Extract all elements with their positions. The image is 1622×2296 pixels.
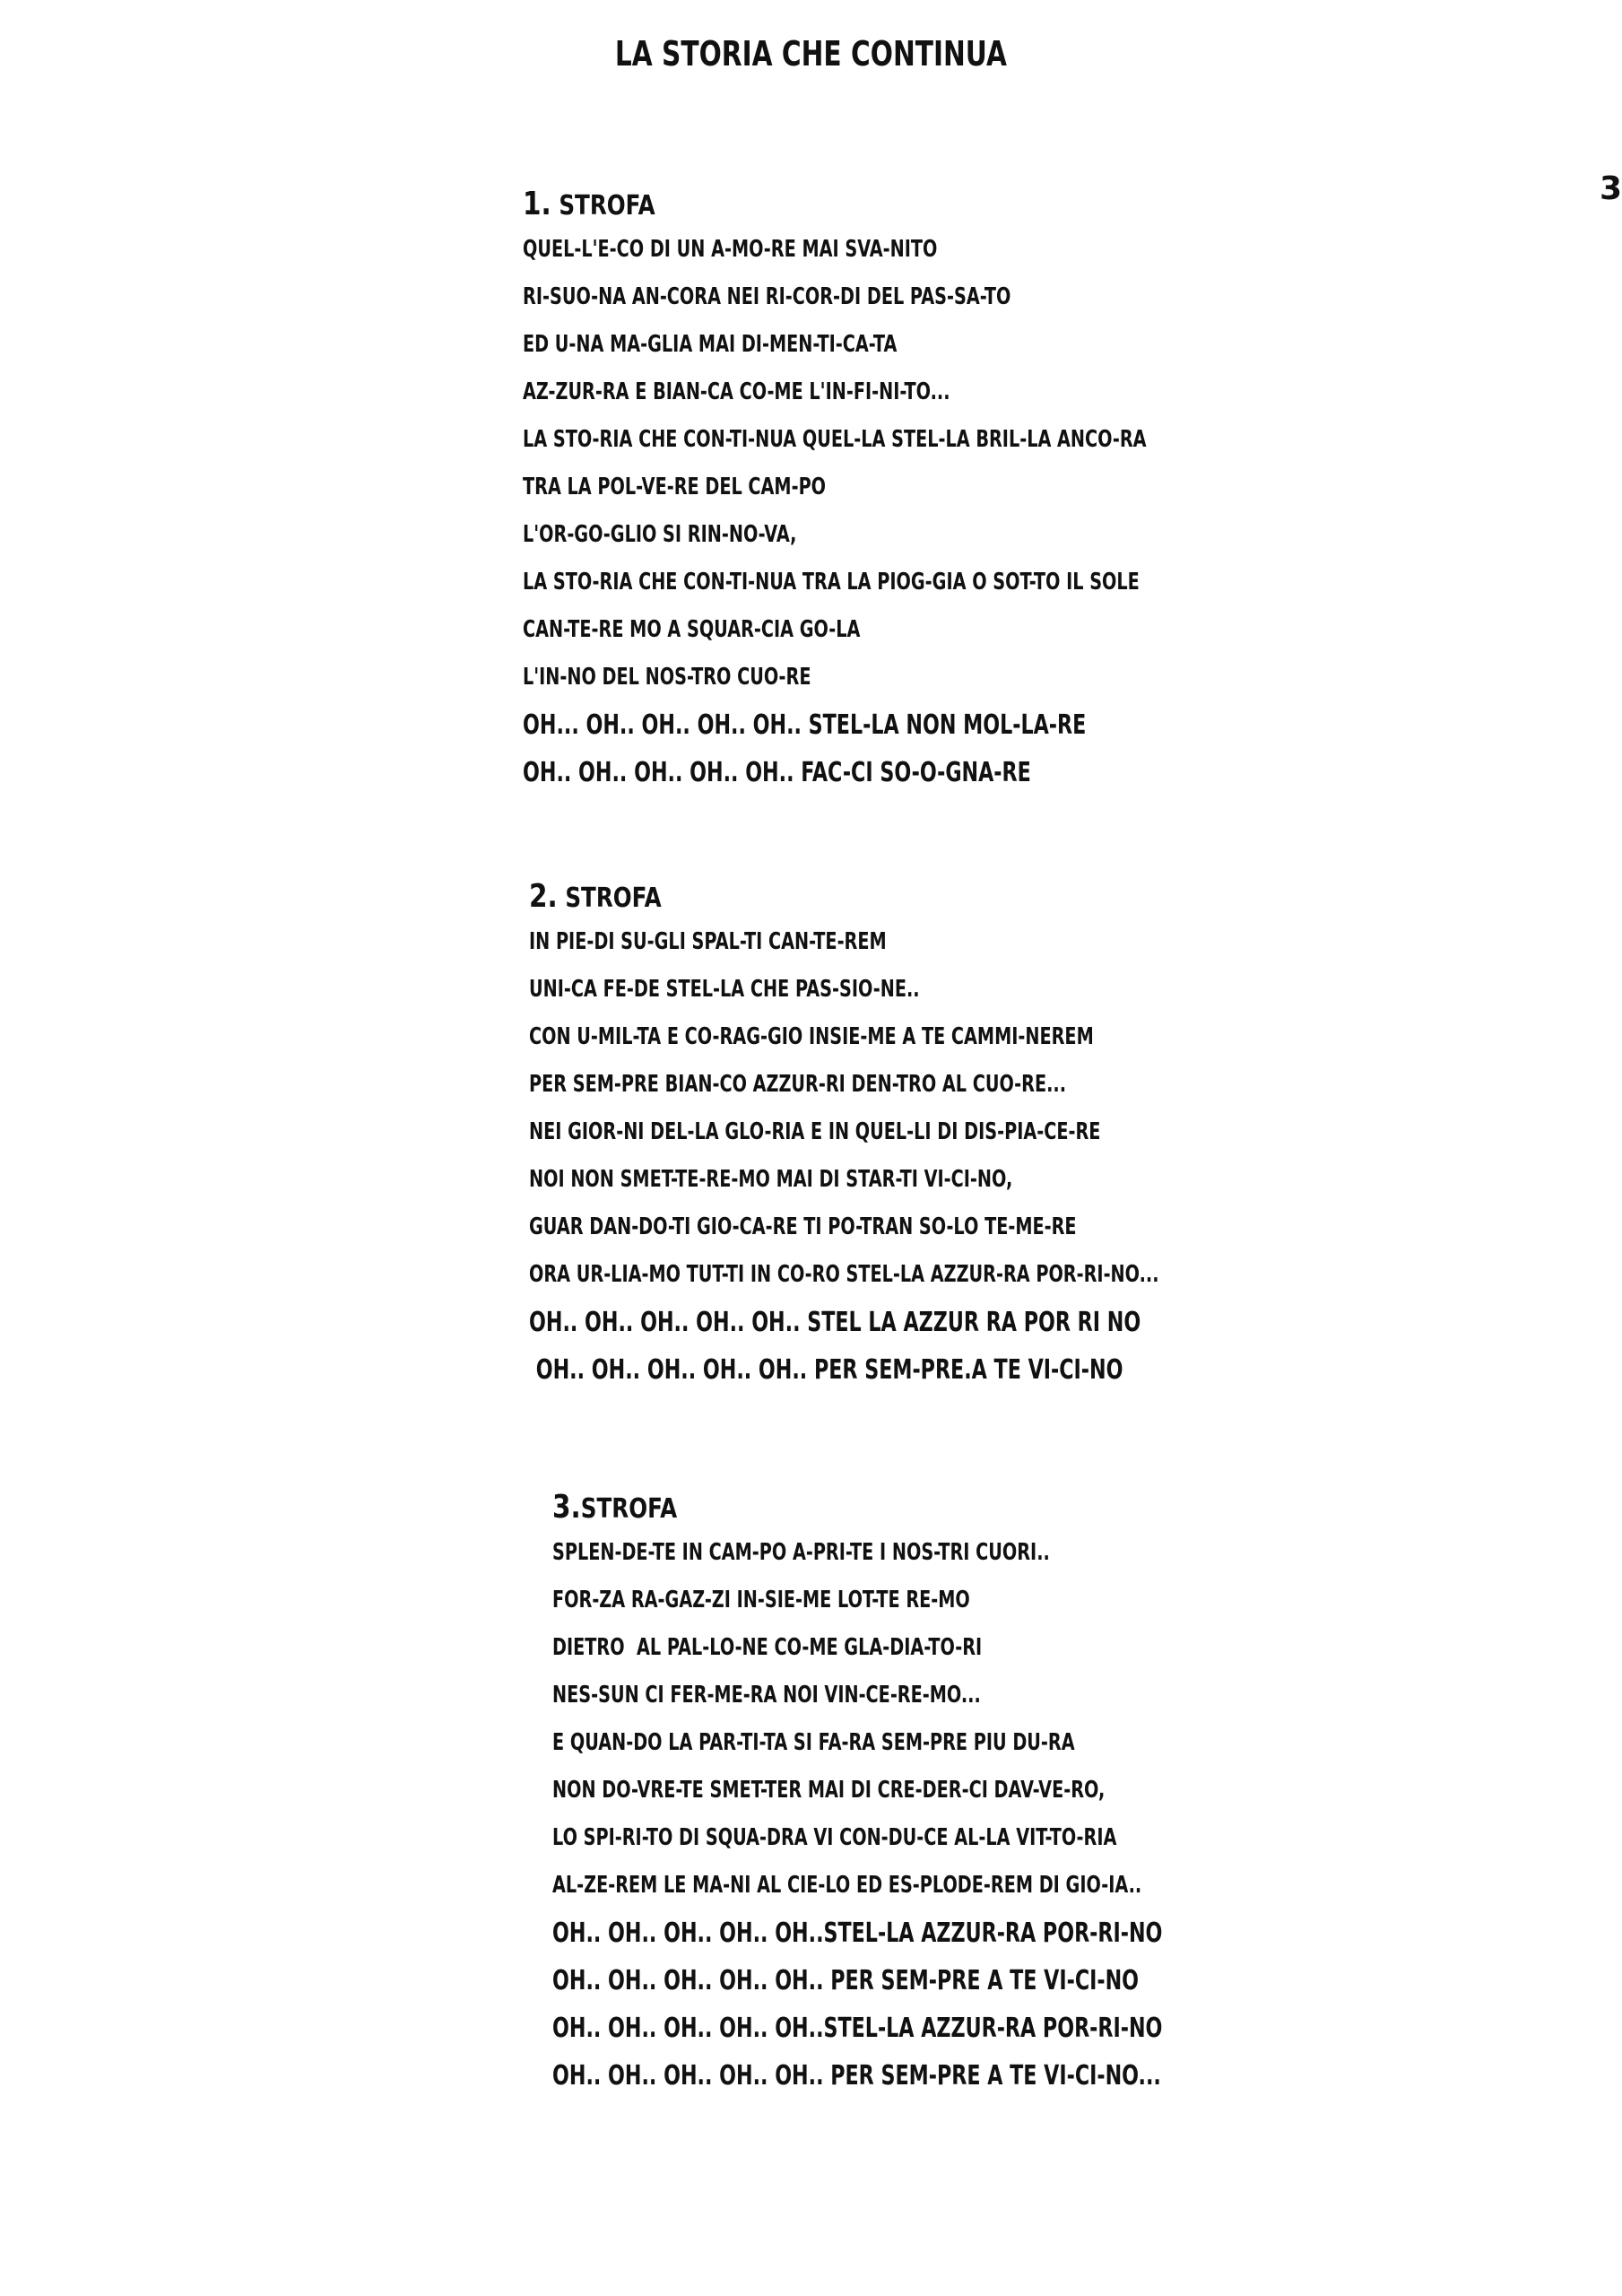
lyric-line: E QUAN-DO LA PAR-TI-TA SI FA-RA SEM-PRE PIU DU-RA bbox=[552, 1729, 1075, 1756]
lyric-line: GUAR DAN-DO-TI GIO-CA-RE TI PO-TRAN SO-LO TE-ME-RE bbox=[529, 1213, 1077, 1240]
lyric-line: DIETRO AL PAL-LO-NE CO-ME GLA-DIA-TO-RI bbox=[552, 1634, 983, 1661]
lyric-line: NES-SUN CI FER-ME-RA NOI VIN-CE-RE-MO... bbox=[552, 1682, 981, 1709]
lyric-line: L'IN-NO DEL NOS-TRO CUO-RE bbox=[523, 664, 811, 691]
refrain-line: OH.. OH.. OH.. OH.. OH.. PER SEM-PRE A TE VI-CI-NO bbox=[552, 1965, 1140, 1996]
page-title: LA STORIA CHE CONTINUA bbox=[614, 34, 1007, 74]
page-number: 3 bbox=[1599, 170, 1622, 207]
lyric-line: AZ-ZUR-RA E BIAN-CA CO-ME L'IN-FI-NI-TO... bbox=[523, 378, 950, 405]
stanza-3 bbox=[552, 1486, 1376, 2100]
lyric-line: LA STO-RIA CHE CON-TI-NUA TRA LA PIOG-GIA O SOT-TO IL SOLE bbox=[523, 569, 1140, 596]
lyric-line: UNI-CA FE-DE STEL-LA CHE PAS-SIO-NE.. bbox=[529, 976, 920, 1003]
lyric-line: NEI GIOR-NI DEL-LA GLO-RIA E IN QUEL-LI DI DIS-PIA-CE-RE bbox=[529, 1118, 1101, 1145]
lyric-line: TRA LA POL-VE-RE DEL CAM-PO bbox=[523, 474, 827, 500]
stanza-1 bbox=[523, 183, 1366, 796]
refrain-line: OH.. OH.. OH.. OH.. OH.. PER SEM-PRE A TE VI-CI-NO... bbox=[552, 2060, 1161, 2092]
lyric-line: PER SEM-PRE BIAN-CO AZZUR-RI DEN-TRO AL CUO-RE... bbox=[529, 1071, 1067, 1098]
refrain-line: OH.. OH.. OH.. OH.. OH..STEL-LA AZZUR-RA POR-RI-NO bbox=[552, 1918, 1163, 1949]
lyric-line: ORA UR-LIA-MO TUT-TI IN CO-RO STEL-LA AZZUR-RA POR-RI-NO... bbox=[529, 1261, 1159, 1288]
stanza-heading bbox=[552, 1486, 1228, 1529]
refrain-line: OH.. OH.. OH.. OH.. OH.. PER SEM-PRE.A TE VI-CI-NO bbox=[529, 1354, 1123, 1386]
lyric-line: AL-ZE-REM LE MA-NI AL CIE-LO ED ES-PLODE-REM DI GIO-IA.. bbox=[552, 1872, 1142, 1899]
lyric-line: CAN-TE-RE MO A SQUAR-CIA GO-LA bbox=[523, 616, 861, 643]
stanza-number: 2. bbox=[529, 878, 558, 915]
stanza-heading bbox=[523, 183, 1214, 226]
refrain-line: OH.. OH.. OH.. OH.. OH.. STEL LA AZZUR RA POR RI NO bbox=[529, 1307, 1141, 1338]
refrain-line: OH.. OH.. OH.. OH.. OH..STEL-LA AZZUR-RA POR-RI-NO bbox=[552, 2013, 1163, 2044]
lyric-line: LA STO-RIA CHE CON-TI-NUA QUEL-LA STEL-LA BRIL-LA ANCO-RA bbox=[523, 426, 1147, 453]
lyric-line: NON DO-VRE-TE SMET-TER MAI DI CRE-DER-CI DAV-VE-RO, bbox=[552, 1777, 1106, 1804]
stanza-number: 1. bbox=[523, 186, 551, 222]
lyric-line: CON U-MIL-TA E CO-RAG-GIO INSIE-ME A TE CAMMI-NEREM bbox=[529, 1023, 1094, 1050]
refrain-line: OH... OH.. OH.. OH.. OH.. STEL-LA NON MOL-LA-RE bbox=[523, 709, 1087, 741]
refrain-line: OH.. OH.. OH.. OH.. OH.. FAC-CI SO-O-GNA-RE bbox=[523, 757, 1031, 788]
lyric-line: FOR-ZA RA-GAZ-ZI IN-SIE-ME LOT-TE RE-MO bbox=[552, 1587, 970, 1613]
stanza-2 bbox=[529, 875, 1380, 1394]
lyric-line: RI-SUO-NA AN-CORA NEI RI-COR-DI DEL PAS-SA-TO bbox=[523, 283, 1011, 310]
stanza-label: STROFA bbox=[559, 190, 655, 222]
stanza-label: STROFA bbox=[565, 883, 662, 914]
stanza-heading bbox=[529, 875, 1227, 918]
stanza-number: 3. bbox=[552, 1489, 581, 1526]
lyric-line: ED U-NA MA-GLIA MAI DI-MEN-TI-CA-TA bbox=[523, 331, 898, 358]
lyric-line: LO SPI-RI-TO DI SQUA-DRA VI CON-DU-CE AL-LA VIT-TO-RIA bbox=[552, 1824, 1117, 1851]
lyric-line: SPLEN-DE-TE IN CAM-PO A-PRI-TE I NOS-TRI CUORI.. bbox=[552, 1539, 1050, 1566]
lyric-line: QUEL-L'E-CO DI UN A-MO-RE MAI SVA-NITO bbox=[523, 236, 938, 263]
lyric-line: L'OR-GO-GLIO SI RIN-NO-VA, bbox=[523, 521, 797, 548]
stanza-label: STROFA bbox=[580, 1493, 678, 1525]
lyric-line: NOI NON SMET-TE-RE-MO MAI DI STAR-TI VI-CI-NO, bbox=[529, 1166, 1013, 1193]
lyric-line: IN PIE-DI SU-GLI SPAL-TI CAN-TE-REM bbox=[529, 928, 887, 955]
